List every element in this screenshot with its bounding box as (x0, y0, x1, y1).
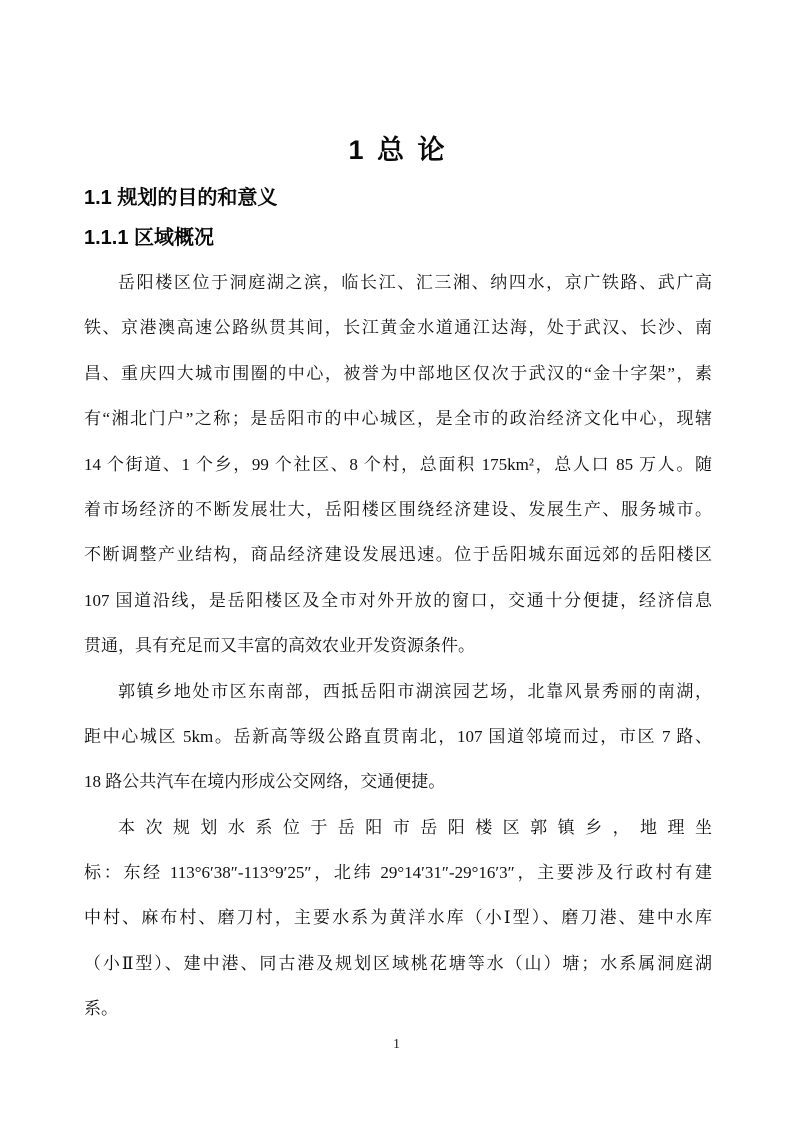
paragraph-1-line-8: 107 国道沿线，是岳阳楼区及全市对外开放的窗口，交通十分便捷，经济信息 (84, 590, 712, 610)
paragraph-3-line-4: （小Ⅱ型）、建中港、同古港及规划区域桃花塘等水（山）塘；水系属洞庭湖 (84, 953, 712, 973)
paragraph-3-line-3: 中村、麻布村、磨刀村，主要水系为黄洋水库（小Ⅰ型）、磨刀港、建中水库 (84, 908, 712, 928)
paragraph-1-line-3: 昌、重庆四大城市围圈的中心，被誉为中部地区仅次于武汉的“金十字架”，素 (84, 363, 712, 383)
paragraph-1-line-6: 着市场经济的不断发展壮大，岳阳楼区围绕经济建设、发展生产、服务城市。 (84, 499, 712, 519)
document-title: 1 总 论 (348, 135, 445, 165)
paragraph-3-line-5: 系。 (84, 999, 118, 1019)
paragraph-1-line-9: 贯通，具有充足而又丰富的高效农业开发资源条件。 (84, 636, 475, 656)
paragraph-3-line-2: 标：东经 113°6′38″-113°9′25″，北纬 29°14′31″-29°16′3″，主要涉及行政村有建 (84, 863, 712, 883)
paragraph-1-line-1: 岳阳楼区位于洞庭湖之滨，临长江、汇三湘、纳四水，京广铁路、武广高 (118, 273, 712, 292)
paragraph-2-line-3: 18 路公共汽车在境内形成公交网络，交通便捷。 (84, 772, 446, 792)
paragraph-2-line-2: 距中心城区 5km。岳新高等级公路直贯南北，107 国道邻境而过，市区 7 路、 (84, 726, 712, 746)
paragraph-2-line-1: 郭镇乡地处市区东南部，西抵岳阳市湖滨园艺场，北靠风景秀丽的南湖， (118, 681, 712, 701)
paragraph-1-line-4: 有“湘北门户”之称；是岳阳市的中心城区，是全市的政治经济文化中心，现辖 (84, 409, 712, 429)
section-heading-1-1-1: 1.1.1 区域概况 (84, 227, 215, 249)
page-number: 1 (393, 1037, 400, 1052)
body-text-block (84, 260, 712, 1032)
paragraph-1-line-5: 14 个街道、1 个乡，99 个社区、8 个村，总面积 175km²，总人口 85 万人。随 (84, 454, 712, 474)
paragraph-1-line-7: 不断调整产业结构，商品经济建设发展迅速。位于岳阳城东面远郊的岳阳楼区 (84, 545, 712, 565)
section-heading-1-1: 1.1 规划的目的和意义 (84, 187, 278, 209)
paragraph-1-line-2: 铁、京港澳高速公路纵贯其间，长江黄金水道通江达海，处于武汉、长沙、南 (84, 318, 712, 338)
paragraph-3-line-1: 本次规划水系位于岳阳市岳阳楼区郭镇乡，地理坐 (118, 817, 712, 837)
